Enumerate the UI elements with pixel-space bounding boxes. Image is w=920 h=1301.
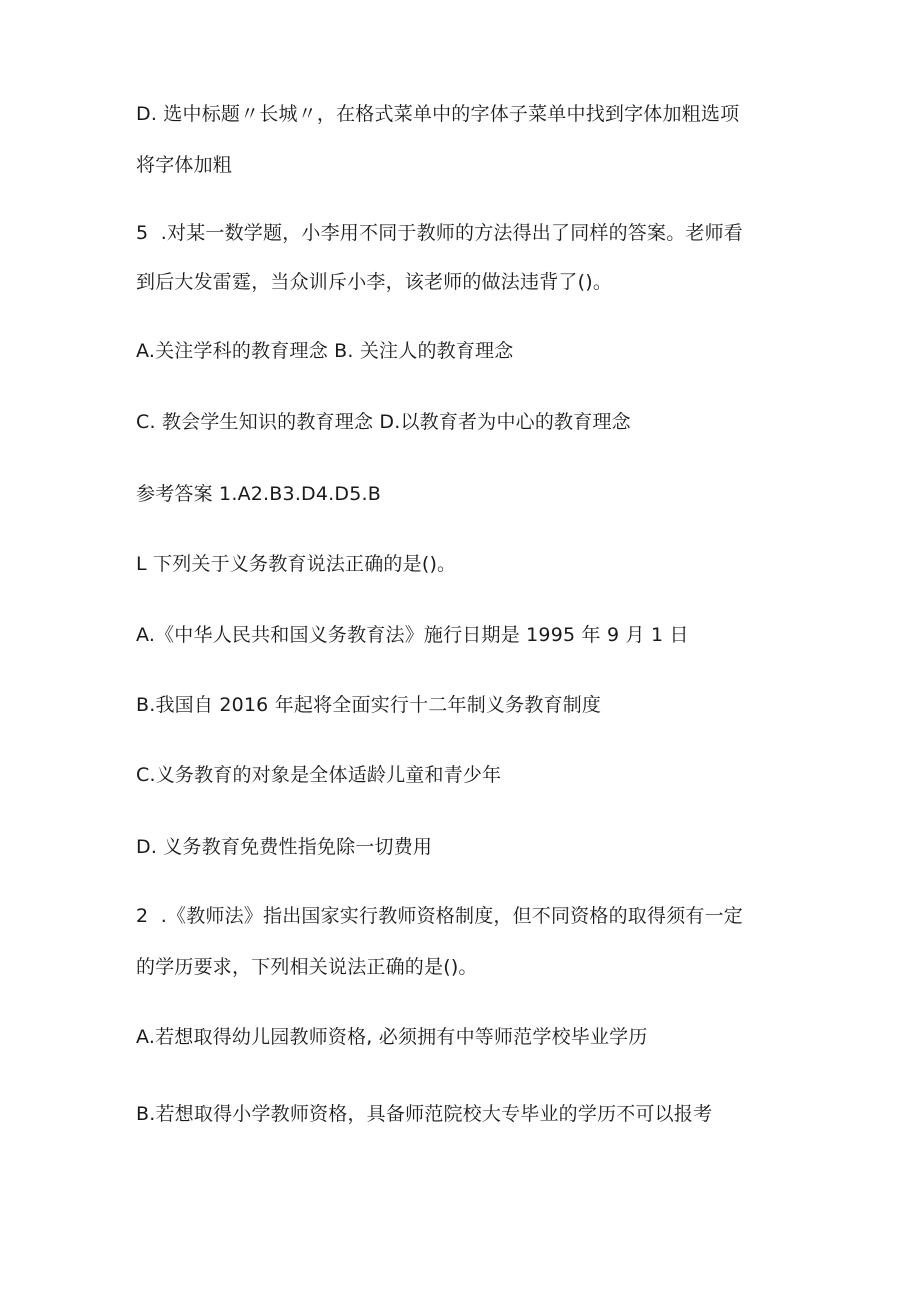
- question-5-options-ab: A.关注学科的教育理念 B. 关注人的教育理念: [136, 340, 514, 362]
- option-d-line-2: 将字体加粗: [136, 154, 233, 176]
- answer-key: 参考答案 1.A2.B3.D4.D5.B: [136, 483, 382, 505]
- question-2-line-2: 的学历要求，下列相关说法正确的是()。: [136, 956, 478, 978]
- question-2-line-1: 2 .《教师法》指出国家实行教师资格制度，但不同资格的取得须有一定: [136, 905, 744, 927]
- question-1-option-a: A.《中华人民共和国义务教育法》施行日期是 1995 年 9 月 1 日: [136, 624, 689, 646]
- question-5-line-1: 5 .对某一数学题，小李用不同于教师的方法得出了同样的答案。老师看: [136, 222, 744, 244]
- question-5-options-cd: C. 教会学生知识的教育理念 D.以教育者为中心的教育理念: [136, 411, 631, 433]
- question-1-stem: L 下列关于义务教育说法正确的是()。: [136, 553, 457, 575]
- question-1-option-d: D. 义务教育免费性指免除一切费用: [136, 836, 433, 858]
- question-1-option-c: C.义务教育的对象是全体适龄儿童和青少年: [136, 764, 502, 786]
- question-2-option-a: A.若想取得幼儿园教师资格, 必须拥有中等师范学校毕业学历: [136, 1026, 648, 1048]
- question-5-line-2: 到后大发雷霆，当众训斥小李，该老师的做法违背了()。: [136, 271, 613, 293]
- question-2-option-b: B.若想取得小学教师资格，具备师范院校大专毕业的学历不可以报考: [136, 1103, 713, 1125]
- option-d-line-1: D. 选中标题〃长城〃，在格式菜单中的字体子菜单中找到字体加粗选项: [136, 103, 740, 125]
- question-1-option-b: B.我国自 2016 年起将全面实行十二年制义务教育制度: [136, 694, 602, 716]
